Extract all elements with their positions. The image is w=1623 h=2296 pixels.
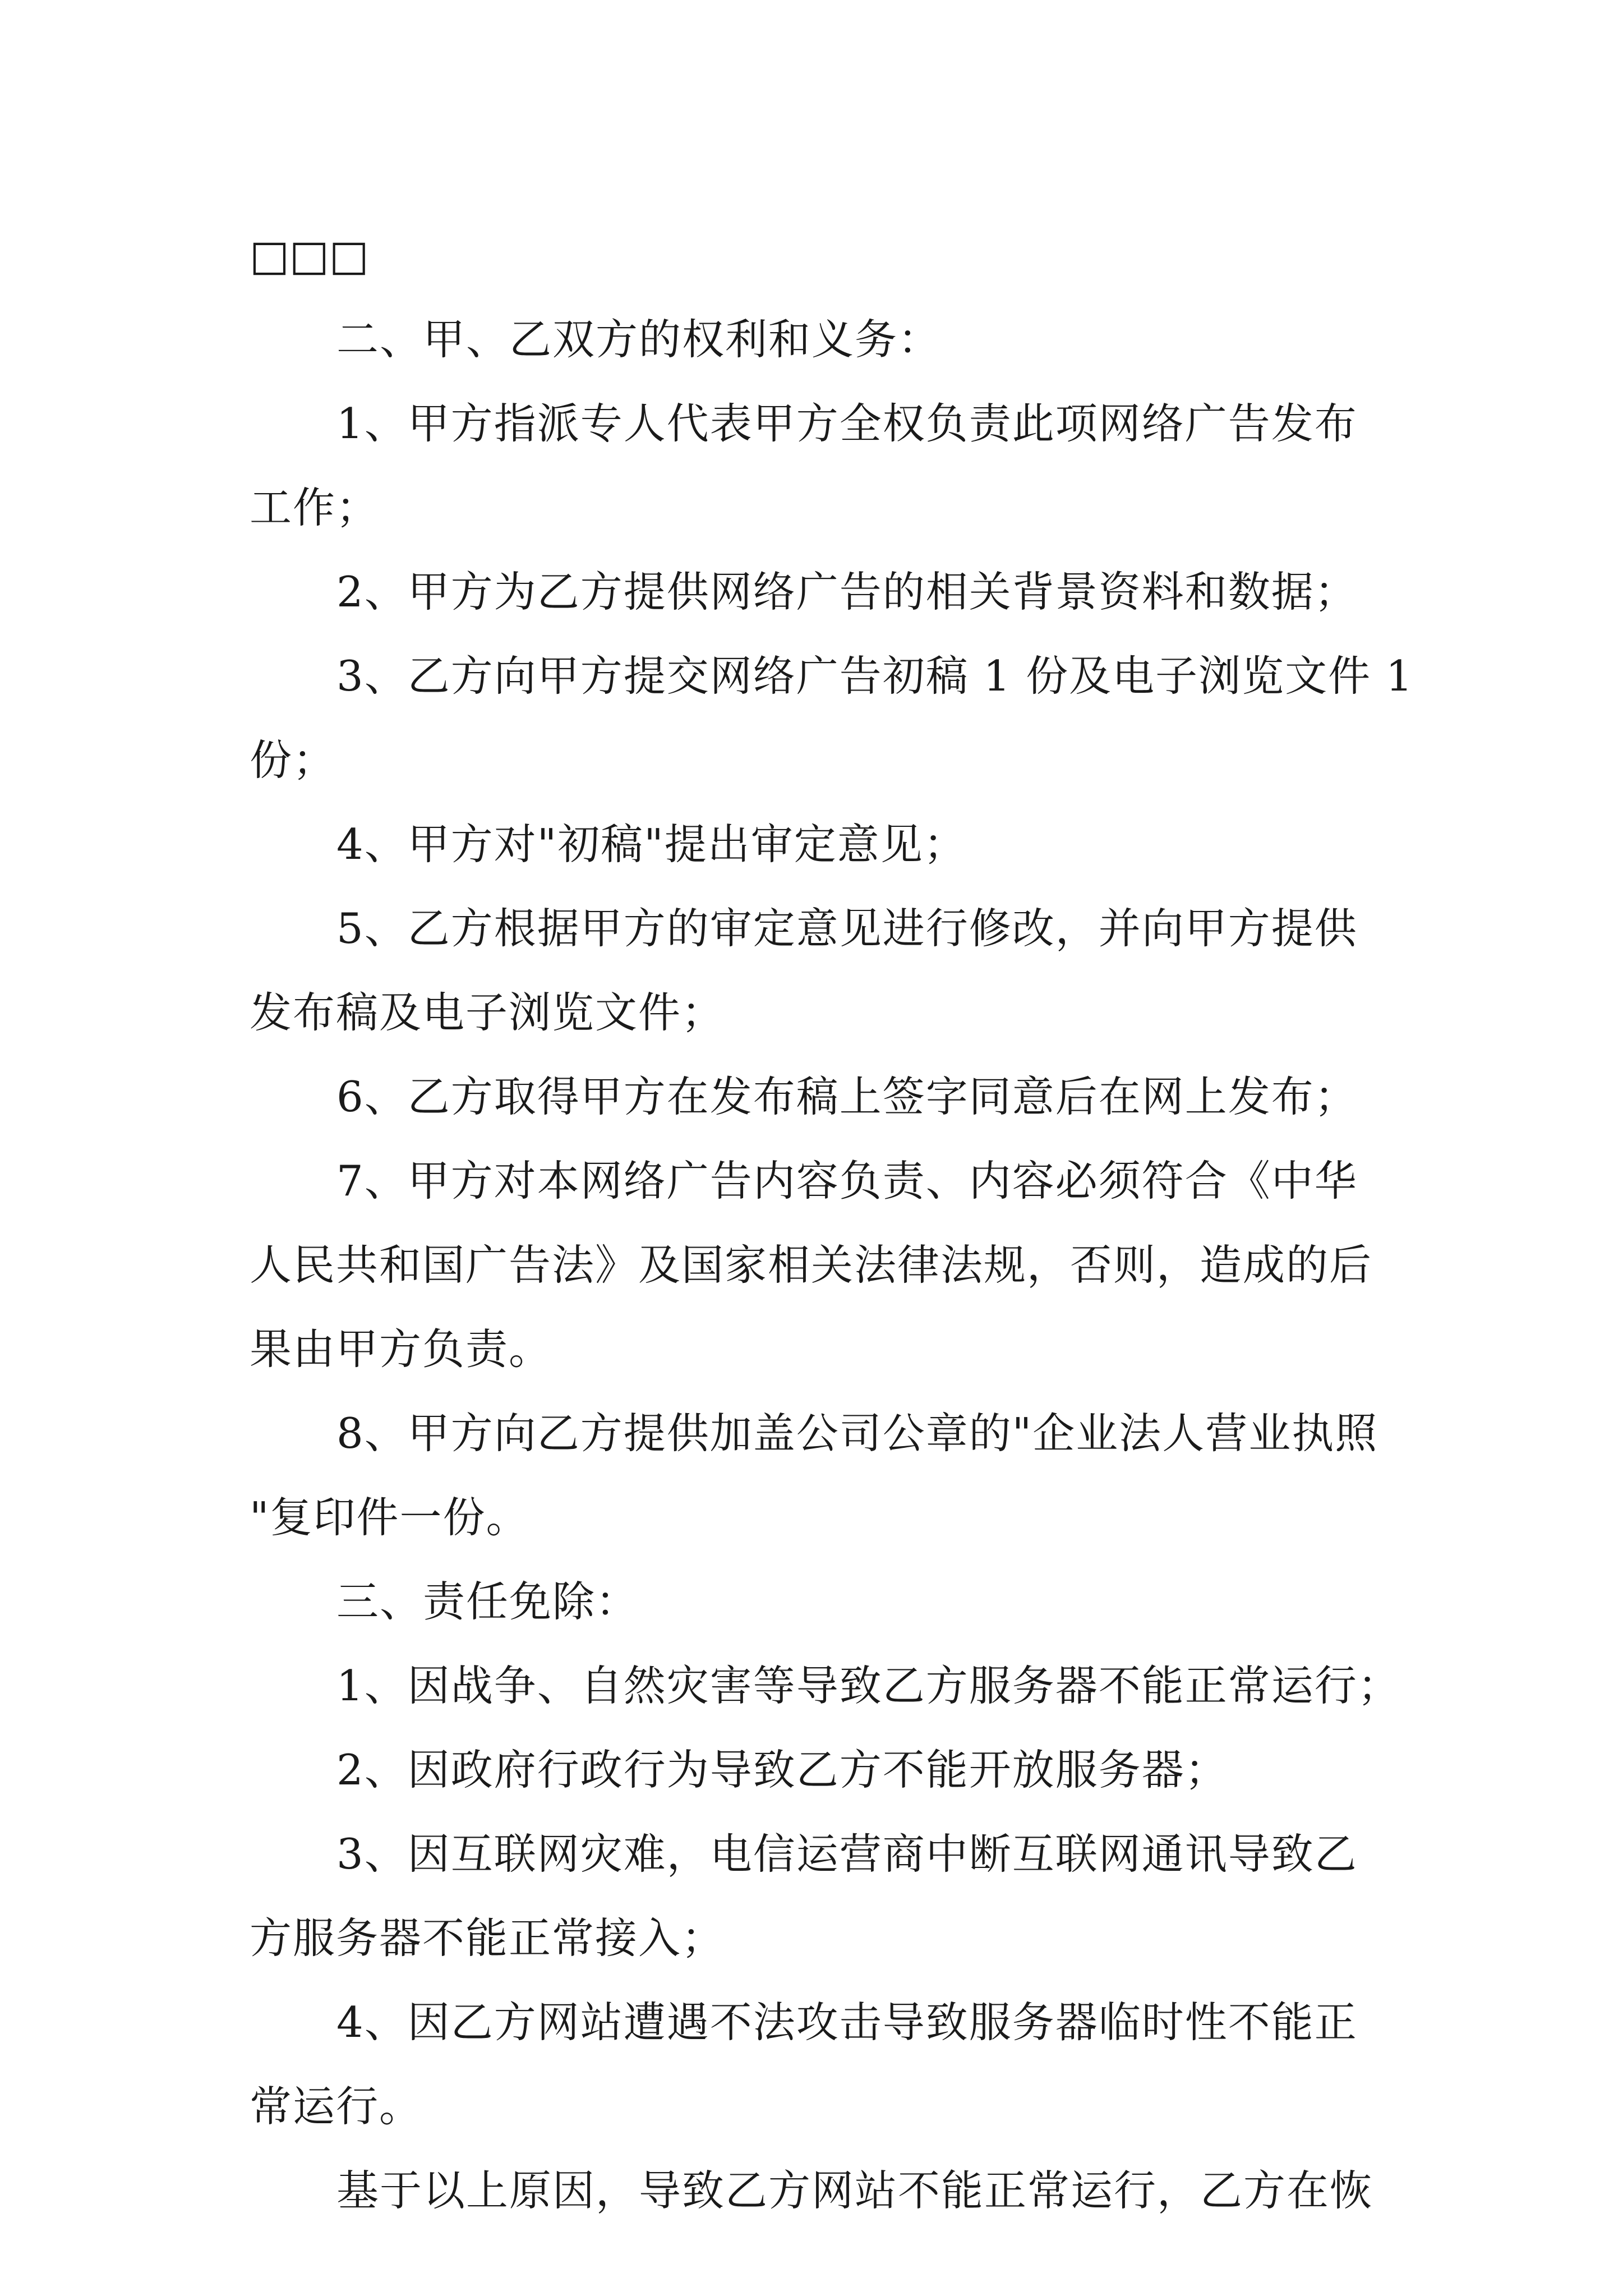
- clause-line: 4、因乙方网站遭遇不法攻击导致服务器临时性不能正: [336, 1998, 1358, 2047]
- section-heading-rights: 二、甲、乙双方的权利和义务：: [336, 315, 942, 364]
- clause-line: 3、乙方向甲方提交网络广告初稿 1 份及电子浏览文件 1: [336, 651, 1414, 701]
- clause-line: 1、因战争、自然灾害等导致乙方服务器不能正常运行；: [336, 1661, 1401, 1710]
- clause-line: 7、甲方对本网络广告内容负责、内容必须符合《中华: [336, 1156, 1358, 1205]
- clause-line: 2、因政府行政行为导致乙方不能开放服务器；: [336, 1745, 1228, 1795]
- clause-line: 发布稿及电子浏览文件；: [250, 988, 725, 1037]
- clause-line: 果由甲方负责。: [250, 1324, 552, 1374]
- clause-line: 份；: [250, 735, 336, 785]
- clause-line: "复印件一份。: [250, 1493, 529, 1542]
- placeholder-boxes: □□□: [250, 231, 369, 280]
- clause-line: 3、因互联网灾难，电信运营商中断互联网通讯导致乙: [336, 1829, 1358, 1879]
- section-heading-liability: 三、责任免除：: [336, 1577, 639, 1626]
- clause-line: 1、甲方指派专人代表甲方全权负责此项网络广告发布: [336, 399, 1358, 448]
- clause-line: 基于以上原因，导致乙方网站不能正常运行，乙方在恢: [336, 2166, 1373, 2215]
- clause-line: 2、甲方为乙方提供网络广告的相关背景资料和数据；: [336, 567, 1358, 616]
- clause-line: 常运行。: [250, 2082, 423, 2131]
- clause-line: 8、甲方向乙方提供加盖公司公章的"企业法人营业执照: [336, 1409, 1378, 1458]
- clause-line: 5、乙方根据甲方的审定意见进行修改，并向甲方提供: [336, 904, 1358, 953]
- clause-line: 人民共和国广告法》及国家相关法律法规，否则，造成的后: [250, 1240, 1373, 1290]
- clause-line: 6、乙方取得甲方在发布稿上签字同意后在网上发布；: [336, 1072, 1358, 1121]
- clause-line: 工作；: [250, 483, 380, 532]
- document-body: [250, 213, 1414, 2233]
- clause-line: 方服务器不能正常接入；: [250, 1913, 725, 1963]
- clause-line: 4、甲方对"初稿"提出审定意见；: [336, 820, 967, 869]
